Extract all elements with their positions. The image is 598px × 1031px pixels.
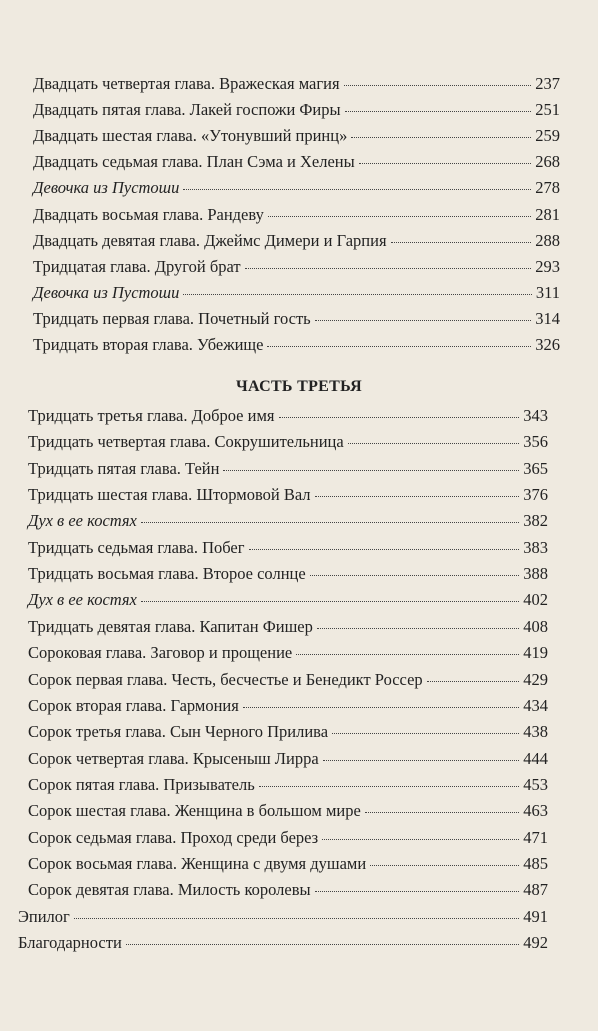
toc-entry-title: Сорок седьмая глава. Проход среди берез: [28, 828, 319, 847]
toc-entry-title: Сорок восьмая глава. Женщина с двумя душами: [28, 854, 367, 873]
toc-entry-page-number: 268: [535, 152, 560, 171]
dot-leader: [427, 680, 520, 682]
part-three-heading: ЧАСТЬ ТРЕТЬЯ: [236, 378, 362, 395]
toc-entry-title: Тридцать пятая глава. Тейн: [28, 459, 220, 478]
dot-leader: [323, 759, 520, 761]
toc-entry-title: Тридцатая глава. Другой брат: [33, 257, 241, 276]
toc-entry: [33, 205, 560, 225]
toc-entry: [28, 617, 548, 637]
toc-entry-title: Тридцать четвертая глава. Сокрушительница: [28, 432, 344, 451]
toc-entry: [28, 880, 548, 900]
dot-leader: [351, 136, 531, 138]
toc-entry-page-number: 365: [523, 459, 548, 478]
toc-entry: [28, 485, 548, 505]
dot-leader: [315, 890, 520, 892]
toc-entry-page-number: 485: [523, 854, 548, 873]
toc-entry-page-number: 326: [535, 335, 560, 354]
dot-leader: [359, 162, 532, 164]
dot-leader: [141, 600, 519, 602]
toc-entry-page-number: 402: [523, 590, 548, 609]
toc-entry-page-number: 434: [523, 696, 548, 715]
toc-entry-title: Тридцать первая глава. Почетный гость: [33, 309, 311, 328]
toc-entry: [33, 309, 560, 329]
toc-entry-title: Тридцать восьмая глава. Второе солнце: [28, 564, 306, 583]
toc-entry-title: Двадцать седьмая глава. План Сэма и Хелены: [33, 152, 355, 171]
toc-entry-page-number: 419: [523, 643, 548, 662]
toc-entry-title: Сорок вторая глава. Гармония: [28, 696, 239, 715]
dot-leader: [348, 442, 520, 444]
toc-entry: [28, 828, 548, 848]
toc-entry: [28, 590, 548, 610]
toc-entry-title: Девочка из Пустоши: [33, 178, 180, 197]
toc-entry: [28, 749, 548, 769]
toc-entry-page-number: 382: [523, 511, 548, 530]
toc-entry: [33, 257, 560, 277]
toc-entry-page-number: 376: [523, 485, 548, 504]
toc-entry-title: Благодарности: [18, 933, 122, 952]
toc-entry-title: Сороковая глава. Заговор и прощение: [28, 643, 293, 662]
toc-entry: [33, 178, 560, 198]
toc-entry-title: Сорок четвертая глава. Крысеныш Лирра: [28, 749, 319, 768]
toc-entry-title: Двадцать четвертая глава. Вражеская магия: [33, 74, 340, 93]
dot-leader: [243, 706, 519, 708]
toc-entry-page-number: 388: [523, 564, 548, 583]
toc-entry: [28, 406, 548, 426]
toc-entry-title: Сорок третья глава. Сын Черного Прилива: [28, 722, 329, 741]
toc-entry-title: Дух в ее костях: [28, 590, 137, 609]
dot-leader: [183, 188, 531, 190]
toc-entry: [28, 670, 548, 690]
toc-entry-title: Эпилог: [18, 907, 70, 926]
dot-leader: [259, 785, 519, 787]
toc-entry-title: Дух в ее костях: [28, 511, 137, 530]
toc-entry: [28, 801, 548, 821]
dot-leader: [268, 215, 531, 217]
toc-entry-page-number: 491: [523, 907, 548, 926]
dot-leader: [279, 416, 520, 418]
toc-entry-title: Сорок шестая глава. Женщина в большом мире: [28, 801, 361, 820]
toc-entry-title: Двадцать восьмая глава. Рандеву: [33, 205, 264, 224]
toc-entry-title: Тридцать седьмая глава. Побег: [28, 538, 245, 557]
dot-leader: [249, 548, 520, 550]
dot-leader: [245, 267, 532, 269]
toc-entry: [28, 459, 548, 479]
toc-entry-page-number: 408: [523, 617, 548, 636]
toc-entry-page-number: 438: [523, 722, 548, 741]
toc-entry-title: Сорок первая глава. Честь, бесчестье и Бенедикт Россер: [28, 670, 423, 689]
toc-entry-title: Тридцать третья глава. Доброе имя: [28, 406, 275, 425]
dot-leader: [315, 319, 532, 321]
toc-entry-title: Девочка из Пустоши: [33, 283, 180, 302]
toc-entry-page-number: 444: [523, 749, 548, 768]
dot-leader: [365, 811, 519, 813]
toc-entry-title: Тридцать вторая глава. Убежище: [33, 335, 264, 354]
toc-entry: [33, 283, 560, 303]
toc-entry-page-number: 281: [535, 205, 560, 224]
dot-leader: [322, 838, 519, 840]
dot-leader: [126, 943, 519, 945]
toc-entry-title: Двадцать шестая глава. «Утонувший принц»: [33, 126, 348, 145]
dot-leader: [332, 732, 519, 734]
toc-entry: [28, 696, 548, 716]
toc-entry-page-number: 314: [535, 309, 560, 328]
dot-leader: [296, 653, 519, 655]
toc-entry-title: Двадцать пятая глава. Лакей госпожи Фиры: [33, 100, 341, 119]
toc-entry: [28, 564, 548, 584]
dot-leader: [317, 627, 519, 629]
toc-entry: [33, 152, 560, 172]
toc-entry-title: Тридцать девятая глава. Капитан Фишер: [28, 617, 313, 636]
toc-entry-page-number: 356: [523, 432, 548, 451]
toc-entry: [28, 538, 548, 558]
toc-entry: [33, 74, 560, 94]
dot-leader: [74, 917, 519, 919]
toc-entry-page-number: 492: [523, 933, 548, 952]
toc-entry: [28, 775, 548, 795]
toc-entry: [28, 643, 548, 663]
dot-leader: [345, 110, 532, 112]
dot-leader: [267, 345, 531, 347]
toc-entry-title: Тридцать шестая глава. Штормовой Вал: [28, 485, 311, 504]
dot-leader: [344, 84, 532, 86]
toc-entry-page-number: 453: [523, 775, 548, 794]
toc-entry-page-number: 343: [523, 406, 548, 425]
dot-leader: [141, 521, 519, 523]
dot-leader: [183, 293, 531, 295]
toc-entry: [28, 854, 548, 874]
toc-entry-page-number: 278: [535, 178, 560, 197]
toc-entry: [33, 335, 560, 355]
toc-entry: [28, 432, 548, 452]
toc-entry-title: Сорок пятая глава. Призыватель: [28, 775, 255, 794]
toc-entry-page-number: 383: [523, 538, 548, 557]
toc-entry-page-number: 288: [535, 231, 560, 250]
toc-entry: [33, 126, 560, 146]
toc-entry: [33, 231, 560, 251]
toc-entry-page-number: 487: [523, 880, 548, 899]
dot-leader: [310, 574, 520, 576]
toc-entry: [28, 511, 548, 531]
toc-entry-page-number: 429: [523, 670, 548, 689]
toc-entry: [33, 100, 560, 120]
toc-entry-page-number: 237: [535, 74, 560, 93]
toc-entry-page-number: 471: [523, 828, 548, 847]
toc-entry: [18, 933, 548, 953]
toc-entry-page-number: 311: [535, 283, 560, 302]
dot-leader: [391, 241, 532, 243]
toc-entry-title: Сорок девятая глава. Милость королевы: [28, 880, 311, 899]
toc-entry-title: Двадцать девятая глава. Джеймс Димери и Гарпия: [33, 231, 387, 250]
toc-entry: [18, 907, 548, 927]
toc-entry-page-number: 293: [535, 257, 560, 276]
toc-entry-page-number: 259: [535, 126, 560, 145]
toc-entry-page-number: 463: [523, 801, 548, 820]
dot-leader: [370, 864, 519, 866]
toc-entry: [28, 722, 548, 742]
dot-leader: [315, 495, 520, 497]
dot-leader: [223, 469, 519, 471]
toc-entry-page-number: 251: [535, 100, 560, 119]
